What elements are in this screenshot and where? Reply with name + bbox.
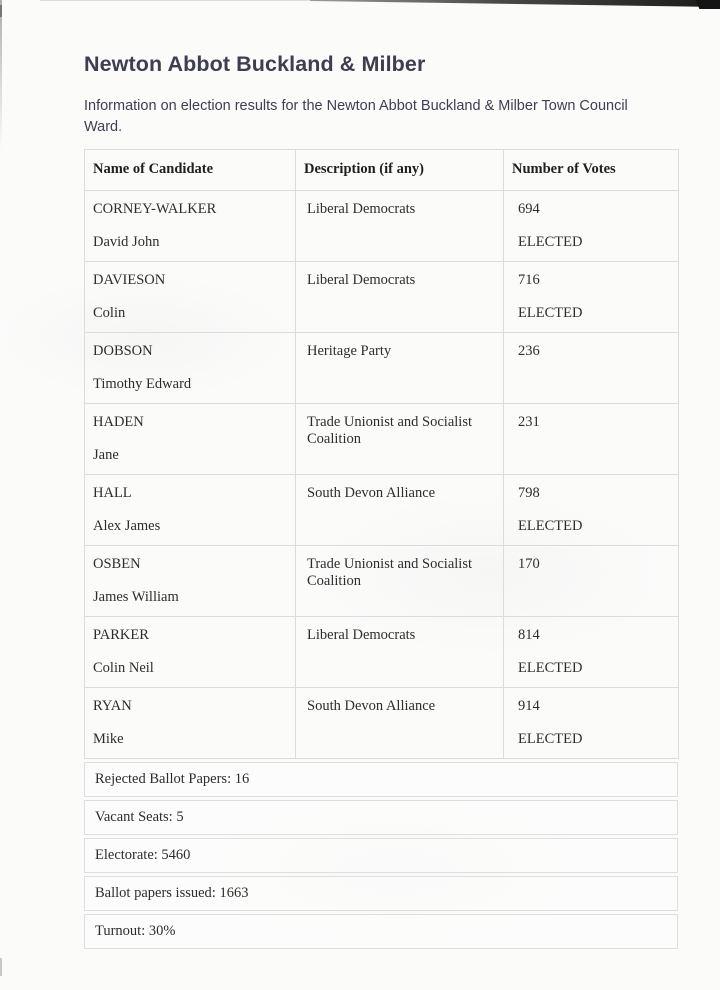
candidate-name-cell: [85, 475, 296, 546]
candidate-votes-cell: [504, 404, 679, 475]
summary-row-ballot-papers-issued: Ballot papers issued: 1663: [84, 876, 678, 911]
candidate-description-cell: [296, 617, 504, 688]
candidate-row: [85, 262, 679, 333]
candidate-surname: PARKER: [93, 627, 149, 643]
candidate-name-cell: [85, 191, 296, 262]
candidate-description-cell: [296, 262, 504, 333]
candidate-description: Liberal Democrats: [307, 272, 416, 288]
election-summary: [84, 762, 678, 949]
candidate-name-cell: [85, 617, 296, 688]
candidate-description-cell: [296, 546, 504, 617]
candidate-description: Trade Unionist and Socialist Coalition: [307, 414, 473, 447]
candidate-name-cell: [85, 546, 296, 617]
candidate-votes: 170: [518, 556, 540, 572]
candidate-description-cell: [296, 333, 504, 404]
candidate-status: [518, 589, 670, 605]
candidate-status: ELECTED: [518, 305, 583, 321]
summary-row-rejected-ballots: Rejected Ballot Papers: 16: [84, 762, 678, 797]
candidate-row: [85, 475, 679, 546]
summary-row-turnout: Turnout: 30%: [84, 914, 678, 949]
candidate-description-cell: [296, 475, 504, 546]
candidate-name-cell: [85, 688, 296, 759]
candidate-surname: OSBEN: [93, 556, 141, 572]
candidate-row: [85, 688, 679, 759]
page-intro: Information on election results for the Newton Abbot Buckland & Milber Town Council Ward.: [84, 98, 628, 135]
candidate-row: [85, 546, 679, 617]
candidate-row: [85, 333, 679, 404]
election-results-table: [84, 149, 679, 759]
candidate-description-cell: [296, 404, 504, 475]
column-header-description: Description (if any): [296, 150, 504, 191]
candidate-forenames: Colin: [93, 305, 126, 321]
candidate-row: [85, 617, 679, 688]
candidate-forenames: Colin Neil: [93, 660, 154, 676]
candidate-description: South Devon Alliance: [307, 698, 436, 714]
candidate-surname: HALL: [93, 485, 132, 501]
candidate-status: ELECTED: [518, 660, 583, 676]
candidate-surname: DAVIESON: [93, 272, 166, 288]
candidate-forenames: Timothy Edward: [93, 376, 192, 392]
candidate-votes: 798: [518, 485, 540, 501]
candidate-name-cell: [85, 333, 296, 404]
column-header-votes: Number of Votes: [504, 150, 679, 191]
candidate-votes-cell: [504, 617, 679, 688]
candidate-forenames: Alex James: [93, 518, 161, 534]
candidate-votes-cell: [504, 191, 679, 262]
candidate-row: [85, 404, 679, 475]
candidate-votes-cell: [504, 475, 679, 546]
candidate-description: Liberal Democrats: [307, 627, 416, 643]
candidate-surname: CORNEY-WALKER: [93, 201, 217, 217]
candidate-name-cell: [85, 262, 296, 333]
candidate-votes: 694: [518, 201, 540, 217]
candidate-votes: 716: [518, 272, 540, 288]
candidate-description: Heritage Party: [307, 343, 392, 359]
candidate-status: [518, 376, 670, 392]
candidate-surname: RYAN: [93, 698, 132, 714]
candidate-votes: 814: [518, 627, 540, 643]
candidate-surname: DOBSON: [93, 343, 153, 359]
candidate-forenames: Jane: [93, 447, 119, 463]
candidate-description: Liberal Democrats: [307, 201, 416, 217]
summary-row-electorate: Electorate: 5460: [84, 838, 678, 873]
candidate-votes-cell: [504, 546, 679, 617]
candidate-description-cell: [296, 688, 504, 759]
candidate-forenames: David John: [93, 234, 160, 250]
candidate-description: Trade Unionist and Socialist Coalition: [307, 556, 473, 589]
candidate-votes-cell: [504, 688, 679, 759]
candidate-forenames: Mike: [93, 731, 124, 747]
summary-row-vacant-seats: Vacant Seats: 5: [84, 800, 678, 835]
candidate-status: ELECTED: [518, 518, 583, 534]
candidate-forenames: James William: [93, 589, 179, 605]
candidate-name-cell: [85, 404, 296, 475]
candidate-row: [85, 191, 679, 262]
candidate-votes: 236: [518, 343, 540, 359]
candidate-votes-cell: [504, 262, 679, 333]
candidate-description: South Devon Alliance: [307, 485, 436, 501]
candidate-votes-cell: [504, 333, 679, 404]
candidate-surname: HADEN: [93, 414, 144, 430]
table-header-row: [85, 150, 679, 191]
candidate-votes: 914: [518, 698, 540, 714]
column-header-name: Name of Candidate: [85, 150, 296, 191]
candidate-status: ELECTED: [518, 731, 583, 747]
candidate-votes: 231: [518, 414, 540, 430]
candidate-status: ELECTED: [518, 234, 583, 250]
candidate-description-cell: [296, 191, 504, 262]
candidate-status: [518, 447, 670, 463]
page-title: Newton Abbot Buckland & Milber: [84, 52, 426, 76]
